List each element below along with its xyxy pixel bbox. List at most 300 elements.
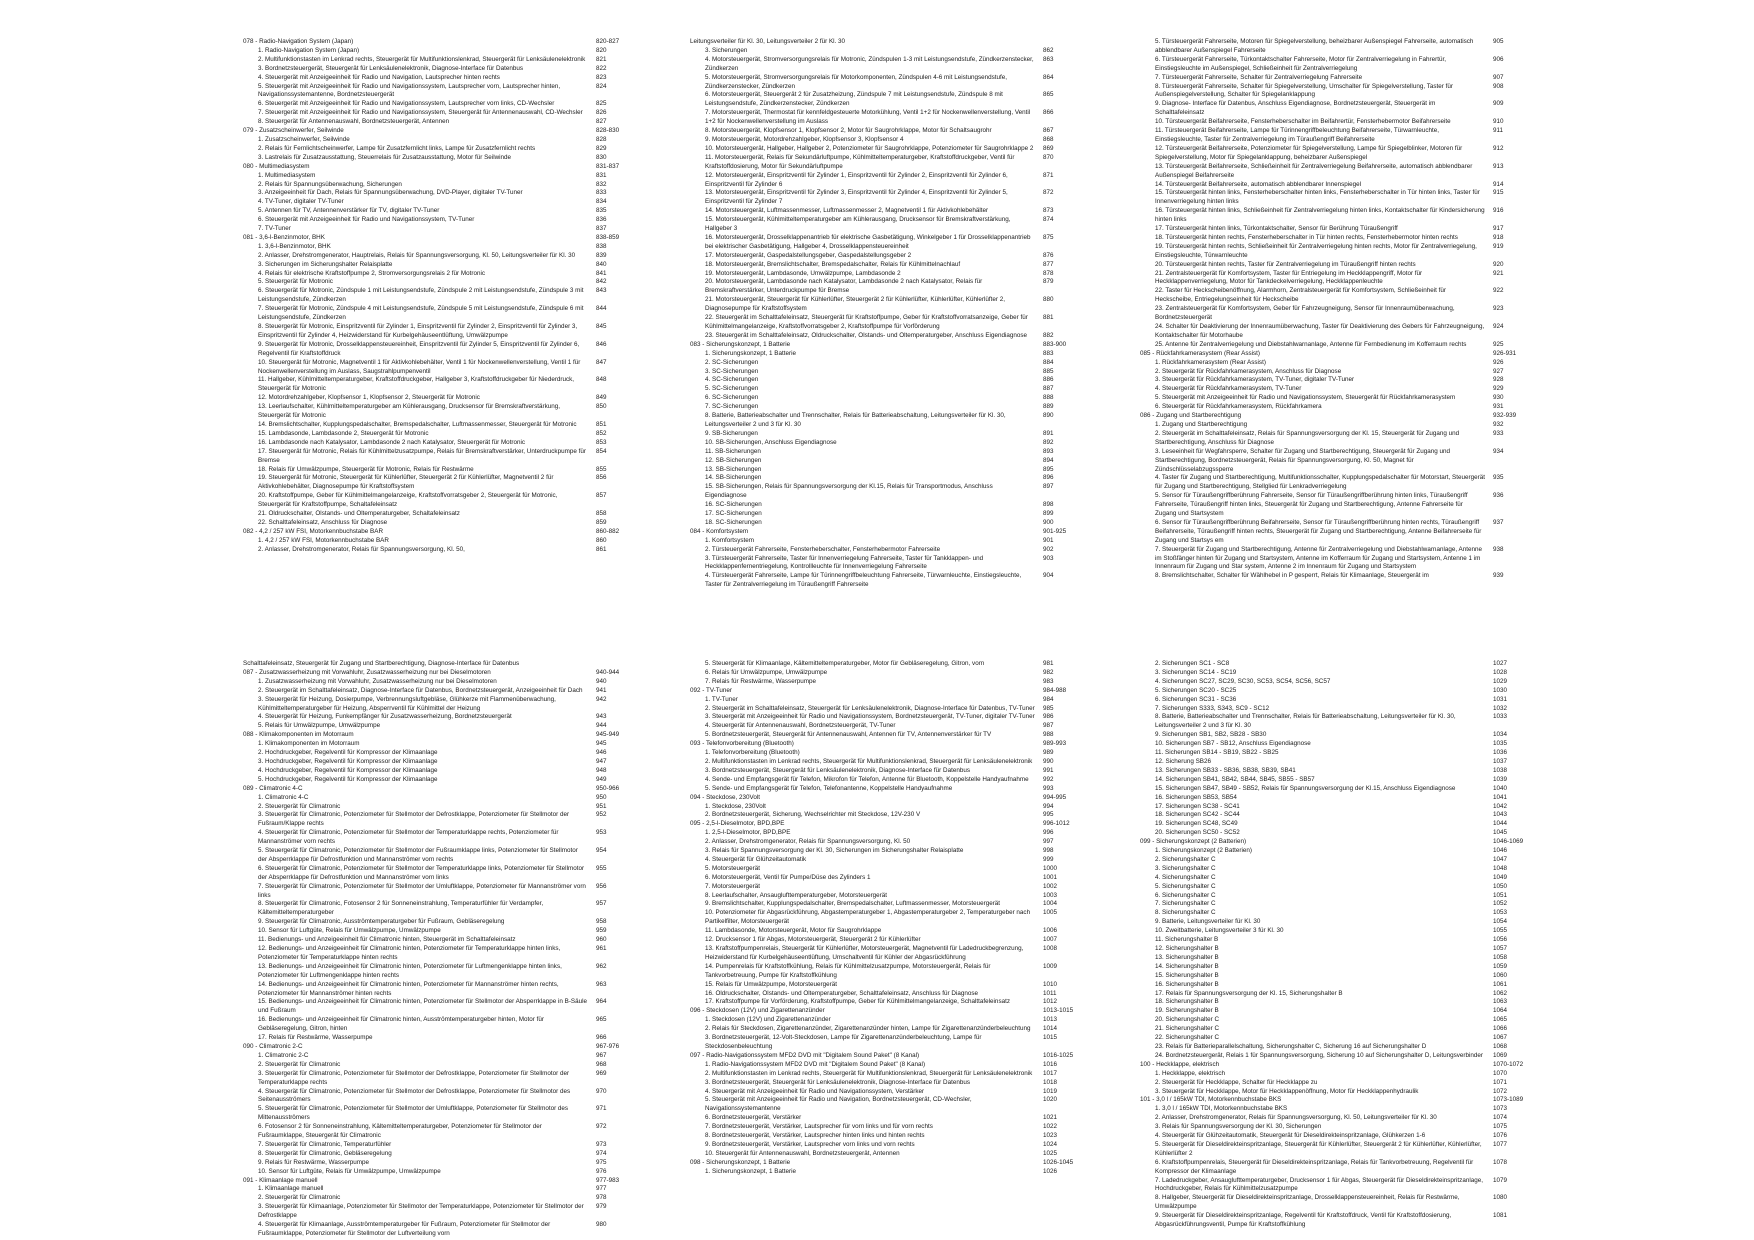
index-entry[interactable]: [690, 466, 1110, 475]
index-entry[interactable]: [690, 749, 1110, 758]
index-entry[interactable]: [1140, 376, 1560, 385]
index-entry[interactable]: [690, 900, 1110, 909]
index-group-heading[interactable]: [243, 38, 663, 47]
index-entry[interactable]: [690, 927, 1110, 936]
index-entry[interactable]: [690, 74, 1110, 92]
index-entry[interactable]: [243, 1088, 663, 1106]
index-entry[interactable]: [1140, 927, 1560, 936]
index-entry[interactable]: [690, 1141, 1110, 1150]
index-entry[interactable]: [243, 439, 663, 448]
index-entry[interactable]: [690, 546, 1110, 555]
index-group-heading[interactable]: [1140, 1096, 1560, 1105]
index-entry[interactable]: [243, 963, 663, 981]
index-entry[interactable]: [1140, 785, 1560, 794]
index-entry[interactable]: [1140, 1159, 1560, 1177]
index-entry[interactable]: [690, 1070, 1110, 1079]
index-entry[interactable]: [243, 323, 663, 341]
index-entry[interactable]: [243, 758, 663, 767]
index-entry[interactable]: [690, 189, 1110, 207]
entry-title: 6. Sicherungen SC31 - SC36: [1155, 695, 1237, 703]
index-entry[interactable]: [243, 421, 663, 430]
index-entry[interactable]: [243, 474, 663, 492]
index-entry[interactable]: [1140, 874, 1560, 883]
index-entry[interactable]: [1140, 546, 1560, 573]
index-entry[interactable]: [243, 1052, 663, 1061]
index-entry[interactable]: [243, 394, 663, 403]
index-entry[interactable]: [243, 270, 663, 279]
index-entry[interactable]: [1140, 323, 1560, 341]
index-entry[interactable]: [243, 1123, 663, 1141]
index-entry[interactable]: [1140, 705, 1560, 714]
index-entry[interactable]: [1140, 945, 1560, 954]
index-entry[interactable]: [1140, 1105, 1560, 1114]
index-entry[interactable]: [690, 776, 1110, 785]
index-group-heading[interactable]: [243, 234, 663, 243]
index-entry[interactable]: [243, 56, 663, 65]
index-entry[interactable]: [1140, 892, 1560, 901]
index-entry[interactable]: [243, 403, 663, 421]
index-entry[interactable]: [690, 403, 1110, 412]
index-entry[interactable]: [1140, 474, 1560, 492]
index-entry[interactable]: [243, 1168, 663, 1177]
index-entry[interactable]: [690, 838, 1110, 847]
index-entry[interactable]: [690, 572, 1110, 590]
index-entry[interactable]: [1140, 261, 1560, 270]
index-entry[interactable]: [1140, 145, 1560, 163]
index-entry[interactable]: [690, 1114, 1110, 1123]
index-entry[interactable]: [690, 829, 1110, 838]
index-entry[interactable]: [690, 376, 1110, 385]
index-entry[interactable]: [690, 314, 1110, 332]
index-entry[interactable]: [690, 1096, 1110, 1114]
index-entry[interactable]: [690, 537, 1110, 546]
index-entry[interactable]: [1140, 368, 1560, 377]
index-entry[interactable]: [243, 376, 663, 394]
index-entry[interactable]: [690, 669, 1110, 678]
index-entry[interactable]: [690, 207, 1110, 216]
index-entry[interactable]: [243, 118, 663, 127]
index-entry[interactable]: [243, 981, 663, 999]
entry-title: 2. Anlasser, Drehstromgenerator, Relais für Spannungsversorgung, Kl. 50, Leitungsverteiler für Kl. 30: [1155, 1114, 1437, 1122]
index-entry[interactable]: [243, 510, 663, 519]
index-entry[interactable]: [690, 696, 1110, 705]
index-entry[interactable]: [1140, 243, 1560, 261]
index-entry[interactable]: [1140, 341, 1560, 350]
index-entry[interactable]: [243, 83, 663, 101]
index-entry[interactable]: [690, 865, 1110, 874]
index-entry[interactable]: [1140, 118, 1560, 127]
index-entry[interactable]: [690, 501, 1110, 510]
index-entry[interactable]: [243, 216, 663, 225]
index-entry[interactable]: [1140, 181, 1560, 190]
index-entry[interactable]: [1140, 954, 1560, 963]
index-entry[interactable]: [690, 136, 1110, 145]
index-entry[interactable]: [1140, 829, 1560, 838]
index-entry[interactable]: [243, 1070, 663, 1088]
index-entry[interactable]: [690, 555, 1110, 573]
index-entry[interactable]: [243, 998, 663, 1016]
index-entry[interactable]: [1140, 1088, 1560, 1097]
index-entry[interactable]: [243, 1016, 663, 1034]
index-entry[interactable]: [243, 341, 663, 359]
index-entry[interactable]: [243, 278, 663, 287]
index-entry[interactable]: [243, 883, 663, 901]
index-entry[interactable]: [243, 181, 663, 190]
index-entry[interactable]: [690, 457, 1110, 466]
index-entry[interactable]: [1140, 1034, 1560, 1043]
index-entry[interactable]: [243, 918, 663, 927]
index-group-heading[interactable]: [243, 669, 663, 678]
index-entry[interactable]: [243, 803, 663, 812]
index-entry[interactable]: [243, 154, 663, 163]
index-entry[interactable]: [243, 767, 663, 776]
index-entry[interactable]: [690, 47, 1110, 56]
index-entry[interactable]: [1140, 1123, 1560, 1132]
index-entry[interactable]: [690, 722, 1110, 731]
index-entry[interactable]: [690, 109, 1110, 127]
index-entry[interactable]: [243, 207, 663, 216]
index-entry[interactable]: [243, 198, 663, 207]
index-entry[interactable]: [690, 758, 1110, 767]
index-entry[interactable]: [690, 678, 1110, 687]
index-entry[interactable]: [1140, 1025, 1560, 1034]
index-entry[interactable]: [1140, 189, 1560, 207]
index-entry[interactable]: [690, 1123, 1110, 1132]
index-entry[interactable]: [690, 785, 1110, 794]
index-entry[interactable]: [690, 713, 1110, 722]
index-group-heading[interactable]: [243, 731, 663, 740]
index-entry[interactable]: [243, 225, 663, 234]
index-entry[interactable]: [1140, 811, 1560, 820]
entry-title: 7. Türsteuergerät Fahrerseite, Schalter für Zentralverriegelung Fahrerseite: [1155, 73, 1363, 81]
index-entry[interactable]: [690, 270, 1110, 279]
index-entry[interactable]: [243, 900, 663, 918]
index-entry[interactable]: [243, 466, 663, 475]
index-group-heading[interactable]: [243, 163, 663, 172]
entry-page-number: 924: [1493, 323, 1504, 330]
index-entry[interactable]: [243, 448, 663, 466]
index-entry[interactable]: [243, 1203, 663, 1221]
index-entry[interactable]: [1140, 1070, 1560, 1079]
index-entry[interactable]: [1140, 981, 1560, 990]
index-entry[interactable]: [243, 749, 663, 758]
index-entry[interactable]: [1140, 669, 1560, 678]
index-entry[interactable]: [1140, 883, 1560, 892]
index-entry[interactable]: [243, 492, 663, 510]
index-entry[interactable]: [1140, 918, 1560, 927]
index-entry[interactable]: [1140, 1052, 1560, 1061]
entry-title: 6. Bordnetzsteuergerät, Verstärker: [705, 1114, 802, 1122]
index-entry[interactable]: [1140, 909, 1560, 918]
entry-page-number: 836: [596, 216, 607, 224]
index-entry[interactable]: [243, 1185, 663, 1194]
index-entry[interactable]: [690, 127, 1110, 136]
index-entry[interactable]: [690, 332, 1110, 341]
index-entry[interactable]: [1140, 713, 1560, 731]
index-entry[interactable]: [243, 359, 663, 377]
index-entry[interactable]: [690, 359, 1110, 368]
entry-title: 12. SB-Sicherungen: [705, 456, 762, 464]
index-entry[interactable]: [1140, 998, 1560, 1007]
index-group-heading[interactable]: [1140, 1061, 1560, 1070]
index-entry[interactable]: [1140, 972, 1560, 981]
index-entry[interactable]: [690, 368, 1110, 377]
index-entry[interactable]: [690, 856, 1110, 865]
index-entry[interactable]: [1140, 519, 1560, 546]
index-group-heading[interactable]: [690, 1052, 1110, 1061]
index-entry[interactable]: [690, 261, 1110, 270]
index-entry[interactable]: [690, 874, 1110, 883]
index-entry[interactable]: [690, 1034, 1110, 1052]
index-group-heading[interactable]: [690, 740, 1110, 749]
index-entry[interactable]: [690, 963, 1110, 981]
index-entry[interactable]: [243, 1105, 663, 1123]
entry-page-number: 860: [596, 536, 607, 544]
index-entry[interactable]: [243, 519, 663, 528]
index-entry[interactable]: [690, 430, 1110, 439]
index-entry[interactable]: [1140, 38, 1560, 56]
index-entry[interactable]: [243, 109, 663, 118]
index-entry[interactable]: [690, 1088, 1110, 1097]
index-entry[interactable]: [243, 927, 663, 936]
entry-page-number: 919: [1493, 242, 1504, 250]
index-entry[interactable]: [243, 287, 663, 305]
index-entry[interactable]: [690, 394, 1110, 403]
index-entry[interactable]: [690, 483, 1110, 501]
index-entry[interactable]: [243, 1194, 663, 1203]
index-entry[interactable]: [1140, 270, 1560, 288]
index-entry[interactable]: [243, 1150, 663, 1159]
index-entry[interactable]: [1140, 100, 1560, 118]
index-entry[interactable]: [690, 1132, 1110, 1141]
index-group-heading[interactable]: [243, 1177, 663, 1186]
index-entry[interactable]: [1140, 847, 1560, 856]
index-entry[interactable]: [1140, 207, 1560, 225]
index-entry[interactable]: [243, 74, 663, 83]
index-entry[interactable]: [1140, 678, 1560, 687]
entry-page-number: 902: [1043, 545, 1054, 553]
index-entry[interactable]: [1140, 74, 1560, 83]
index-entry[interactable]: [690, 1079, 1110, 1088]
index-entry[interactable]: [690, 474, 1110, 483]
index-entry[interactable]: [1140, 696, 1560, 705]
index-group-heading[interactable]: [690, 1007, 1110, 1016]
index-entry[interactable]: [243, 794, 663, 803]
index-entry[interactable]: [690, 448, 1110, 457]
index-entry[interactable]: [1140, 1016, 1560, 1025]
index-entry[interactable]: [243, 829, 663, 847]
index-entry[interactable]: [690, 252, 1110, 261]
index-entry[interactable]: [690, 883, 1110, 892]
index-entry[interactable]: [1140, 1212, 1560, 1230]
index-entry[interactable]: [1140, 1141, 1560, 1159]
index-entry[interactable]: [690, 847, 1110, 856]
index-entry[interactable]: [1140, 492, 1560, 519]
index-entry[interactable]: [243, 1141, 663, 1150]
index-group-heading[interactable]: [690, 1159, 1110, 1168]
index-entry[interactable]: [243, 865, 663, 883]
index-entry[interactable]: [690, 216, 1110, 234]
index-entry[interactable]: [1140, 1194, 1560, 1212]
index-entry[interactable]: [1140, 448, 1560, 475]
index-entry[interactable]: [690, 439, 1110, 448]
index-group-heading[interactable]: [690, 528, 1110, 537]
index-entry[interactable]: [1140, 900, 1560, 909]
index-entry[interactable]: [1140, 936, 1560, 945]
index-entry[interactable]: [690, 731, 1110, 740]
index-entry[interactable]: [690, 945, 1110, 963]
index-entry[interactable]: [243, 847, 663, 865]
index-entry[interactable]: [1140, 794, 1560, 803]
index-entry[interactable]: [243, 687, 663, 696]
index-entry[interactable]: [1140, 234, 1560, 243]
index-entry[interactable]: [1140, 225, 1560, 234]
index-entry[interactable]: [1140, 359, 1560, 368]
index-entry[interactable]: [1140, 83, 1560, 101]
index-group-heading[interactable]: [690, 38, 1110, 47]
index-entry[interactable]: [690, 56, 1110, 74]
index-entry[interactable]: [243, 305, 663, 323]
index-group-heading[interactable]: [243, 785, 663, 794]
index-entry[interactable]: [690, 385, 1110, 394]
index-entry[interactable]: [690, 811, 1110, 820]
index-group-heading[interactable]: [243, 528, 663, 537]
index-entry[interactable]: [690, 803, 1110, 812]
index-entry[interactable]: [1140, 776, 1560, 785]
index-entry[interactable]: [690, 909, 1110, 927]
index-entry[interactable]: [243, 172, 663, 181]
index-entry[interactable]: [1140, 1132, 1560, 1141]
index-entry[interactable]: [690, 767, 1110, 776]
index-entry[interactable]: [1140, 749, 1560, 758]
index-entry[interactable]: [243, 936, 663, 945]
index-entry[interactable]: [243, 945, 663, 963]
index-entry[interactable]: [690, 981, 1110, 990]
index-entry[interactable]: [1140, 963, 1560, 972]
index-entry[interactable]: [690, 705, 1110, 714]
index-entry[interactable]: [690, 412, 1110, 430]
index-entry[interactable]: [690, 660, 1110, 669]
index-entry[interactable]: [1140, 740, 1560, 749]
index-entry[interactable]: [690, 172, 1110, 190]
index-entry[interactable]: [1140, 990, 1560, 999]
index-entry[interactable]: [243, 811, 663, 829]
index-entry[interactable]: [1140, 572, 1560, 581]
index-entry[interactable]: [690, 1150, 1110, 1159]
index-entry[interactable]: [243, 678, 663, 687]
index-entry[interactable]: [1140, 394, 1560, 403]
index-entry[interactable]: [243, 1061, 663, 1070]
index-entry[interactable]: [243, 145, 663, 154]
index-entry[interactable]: [243, 252, 663, 261]
index-entry[interactable]: [243, 722, 663, 731]
index-entry[interactable]: [1140, 1007, 1560, 1016]
index-entry[interactable]: [690, 1061, 1110, 1070]
index-entry[interactable]: [1140, 287, 1560, 305]
index-entry[interactable]: [243, 261, 663, 270]
index-entry[interactable]: [1140, 865, 1560, 874]
index-entry[interactable]: [1140, 1043, 1560, 1052]
index-group-heading[interactable]: [690, 687, 1110, 696]
index-entry[interactable]: [1140, 660, 1560, 669]
index-entry[interactable]: [243, 100, 663, 109]
index-entry[interactable]: [690, 892, 1110, 901]
index-entry[interactable]: [690, 296, 1110, 314]
index-entry[interactable]: [1140, 758, 1560, 767]
index-group-heading[interactable]: [690, 820, 1110, 829]
index-entry[interactable]: [243, 1034, 663, 1043]
index-entry[interactable]: [690, 519, 1110, 528]
index-entry[interactable]: [690, 91, 1110, 109]
index-group-heading[interactable]: [690, 341, 1110, 350]
index-entry[interactable]: [1140, 56, 1560, 74]
index-entry[interactable]: [690, 154, 1110, 172]
index-entry[interactable]: [243, 47, 663, 56]
index-entry[interactable]: [243, 537, 663, 546]
index-group-heading[interactable]: [243, 127, 663, 136]
index-entry[interactable]: [1140, 1177, 1560, 1195]
index-entry[interactable]: [1140, 163, 1560, 181]
index-entry[interactable]: [690, 278, 1110, 296]
index-entry[interactable]: [1140, 305, 1560, 323]
index-group-heading[interactable]: [1140, 412, 1560, 421]
index-entry[interactable]: [243, 65, 663, 74]
index-group-heading[interactable]: [690, 794, 1110, 803]
index-entry[interactable]: [690, 998, 1110, 1007]
index-entry[interactable]: [690, 1168, 1110, 1177]
index-entry[interactable]: [243, 713, 663, 722]
index-group-heading[interactable]: [243, 1043, 663, 1052]
index-entry[interactable]: [690, 936, 1110, 945]
index-entry[interactable]: [1140, 767, 1560, 776]
index-entry[interactable]: [690, 145, 1110, 154]
index-entry[interactable]: [243, 546, 663, 555]
index-entry[interactable]: [690, 510, 1110, 519]
index-group-heading[interactable]: [1140, 838, 1560, 847]
index-entry[interactable]: [690, 1025, 1110, 1034]
index-entry[interactable]: [243, 1221, 663, 1239]
index-entry[interactable]: [1140, 687, 1560, 696]
index-entry[interactable]: [1140, 385, 1560, 394]
index-entry[interactable]: [243, 430, 663, 439]
index-entry[interactable]: [1140, 127, 1560, 145]
index-entry[interactable]: [243, 740, 663, 749]
index-entry[interactable]: [243, 776, 663, 785]
index-entry[interactable]: [1140, 731, 1560, 740]
index-entry[interactable]: [690, 234, 1110, 252]
index-entry[interactable]: [690, 1016, 1110, 1025]
index-group-heading[interactable]: [1140, 350, 1560, 359]
index-entry[interactable]: [690, 990, 1110, 999]
index-entry[interactable]: [1140, 803, 1560, 812]
index-entry[interactable]: [1140, 856, 1560, 865]
index-entry[interactable]: [243, 243, 663, 252]
index-entry[interactable]: [1140, 421, 1560, 430]
index-entry[interactable]: [690, 350, 1110, 359]
entry-title: 086 - Zugang und Startberechtigung: [1140, 412, 1242, 420]
index-entry[interactable]: [1140, 1114, 1560, 1123]
index-entry[interactable]: [243, 136, 663, 145]
index-entry[interactable]: [243, 189, 663, 198]
index-entry[interactable]: [1140, 403, 1560, 412]
index-entry[interactable]: [1140, 820, 1560, 829]
entry-title: 12. Türsteuergerät Beifahrerseite, Potenziometer für Spiegelverstellung, Lampe für Spiegelblinker, Motoren für Spiegelverstellung, Motor für Spiegelanklappung, beheizbarer Außenspiegel: [1155, 144, 1463, 161]
index-group-heading[interactable]: [243, 660, 663, 669]
index-entry[interactable]: [1140, 1079, 1560, 1088]
index-entry[interactable]: [1140, 430, 1560, 448]
index-entry[interactable]: [243, 696, 663, 714]
index-entry[interactable]: [243, 1159, 663, 1168]
